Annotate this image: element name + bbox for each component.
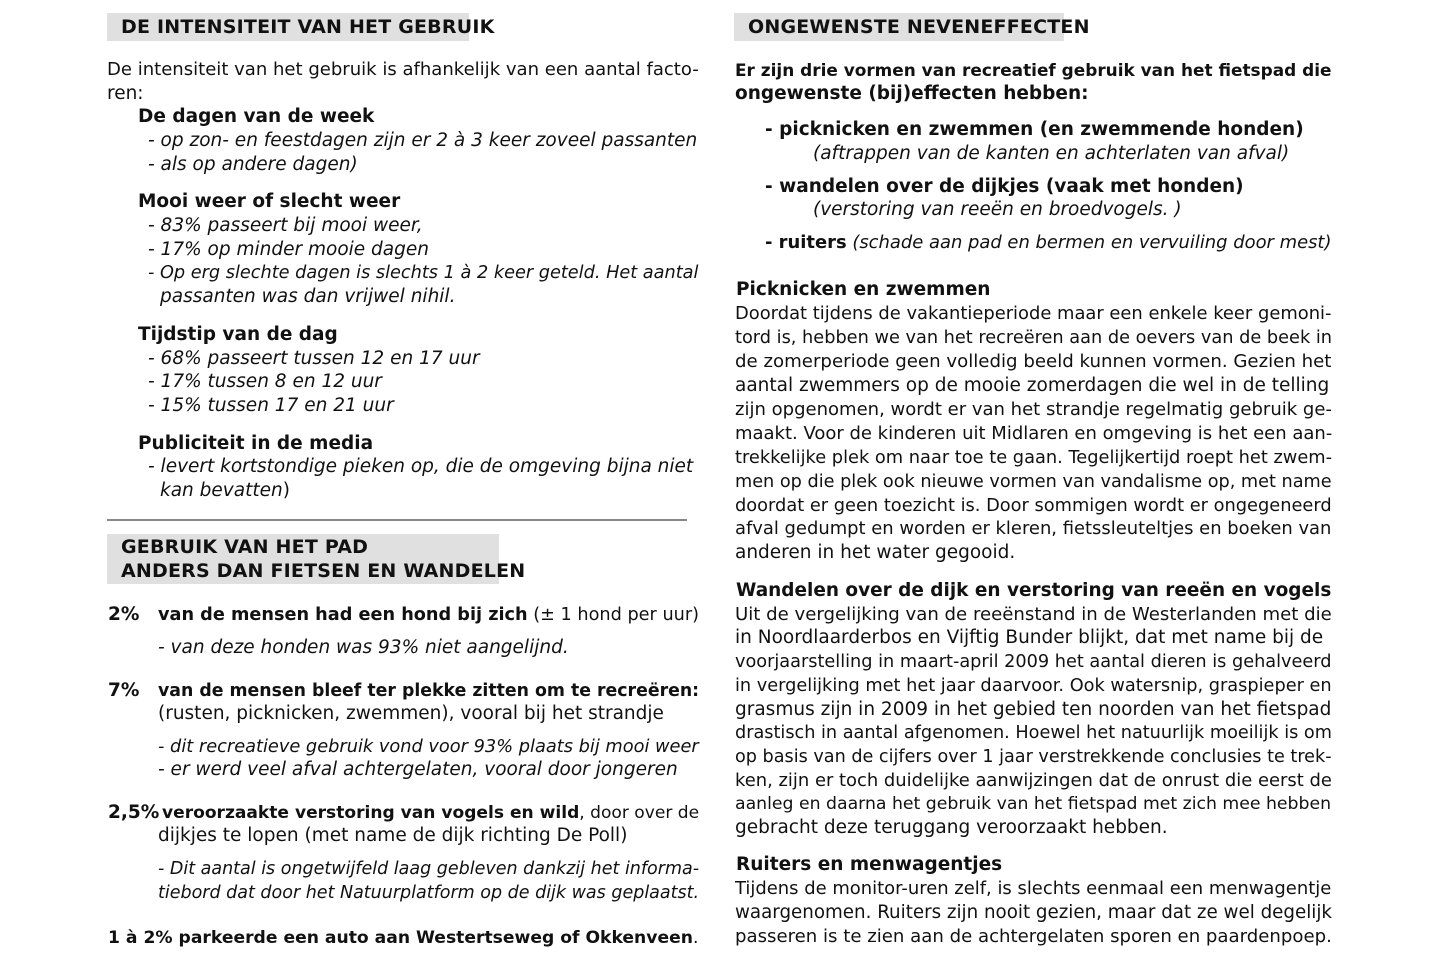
media-title: Publiciteit in de media bbox=[138, 433, 374, 454]
walking-line: op basis van de cijfers over 1 jaar verstrekkende conclusies te trek- bbox=[735, 747, 1332, 767]
riders-line: waargenomen. Ruiters zijn nooit gezien, maar dat ze wel degelijk bbox=[735, 902, 1332, 923]
picnic-line: zijn opgenomen, wordt er van het strandje regelmatig gebruik ge- bbox=[735, 399, 1332, 420]
dog-statement bbox=[158, 603, 699, 627]
media-item-last bbox=[160, 479, 290, 503]
days-item: - op zon- en feestdagen zijn er 2 à 3 keer zoveel passanten bbox=[148, 130, 698, 151]
intensity-intro-line: De intensiteit van het gebruik is afhankelijk van een aantal facto- bbox=[107, 59, 699, 80]
effect-title: - wandelen over de dijkjes (vaak met honden) bbox=[765, 176, 1244, 197]
intensity-heading: DE INTENSITEIT VAN HET GEBRUIK bbox=[107, 13, 469, 41]
riders-line: Tijdens de monitor-uren zelf, is slechts eenmaal een menwagentje bbox=[735, 878, 1332, 899]
weather-item: - 17% op minder mooie dagen bbox=[148, 239, 429, 260]
side-effects-heading: ONGEWENSTE NEVENEFFECTEN bbox=[734, 13, 1064, 41]
weather-title: Mooi weer of slecht weer bbox=[138, 191, 401, 212]
media-item-tail: ) bbox=[282, 480, 290, 501]
time-item: - 17% tussen 8 en 12 uur bbox=[148, 371, 382, 392]
effect-title: - picknicken en zwemmen (en zwemmende honden) bbox=[765, 119, 1304, 140]
intensity-intro-line: ren: bbox=[107, 83, 144, 104]
effect-note: (verstoring van reeën en broedvogels. ) bbox=[813, 199, 1182, 220]
parking-statement-bold: 1 à 2% parkeerde een auto aan Westertseweg of Okkenveen bbox=[108, 928, 693, 948]
disturb-note: tiebord dat door het Natuurplatform op de dijk was geplaatst. bbox=[158, 883, 700, 903]
riders-line: passeren is te zien aan de achtergelaten sporen en paardenpoep. bbox=[735, 926, 1332, 947]
parking-statement-rest: . bbox=[692, 928, 699, 948]
walking-line: grasmus zijn in 2009 in het gebied ten noorden van het fietspad bbox=[735, 699, 1332, 720]
media-item-text: kan bevatten bbox=[160, 480, 283, 501]
dog-percentage: 2% bbox=[108, 604, 140, 625]
walking-title: Wandelen over de dijk en verstoring van reeën en vogels bbox=[736, 580, 1332, 601]
picnic-line: trekkelijke plek om naar toe te gaan. Tegelijkertijd roept het zwem- bbox=[735, 447, 1333, 468]
picnic-line: de zomerperiode geen volledig beeld kunnen vormen. Gezien het bbox=[735, 351, 1332, 372]
picnic-line: doordat er geen toezicht is. Door sommigen wordt er ongegeneerd bbox=[735, 495, 1332, 516]
section-divider bbox=[107, 519, 687, 521]
days-item: - als op andere dagen) bbox=[148, 154, 358, 175]
recreate-detail: (rusten, picknicken, zwemmen), vooral bij het strandje bbox=[158, 703, 664, 724]
disturb-percentage: 2,5% bbox=[108, 802, 160, 823]
usage-heading-line: GEBRUIK VAN HET PAD bbox=[121, 536, 369, 558]
dog-statement-rest: (± 1 hond per uur) bbox=[527, 605, 700, 625]
picnic-title: Picknicken en zwemmen bbox=[736, 279, 991, 300]
time-item: - 68% passeert tussen 12 en 17 uur bbox=[148, 348, 480, 369]
recreate-percentage: 7% bbox=[108, 680, 140, 701]
parking-statement bbox=[108, 926, 698, 950]
effect-riders bbox=[765, 231, 1331, 255]
time-item: - 15% tussen 17 en 21 uur bbox=[148, 395, 394, 416]
picnic-line: Doordat tijdens de vakantieperiode maar een enkele keer gemoni- bbox=[735, 303, 1332, 324]
dog-statement-bold: van de mensen had een hond bij zich bbox=[158, 605, 528, 625]
picnic-line: men op die plek ook nieuwe vormen van vandalisme op, met name bbox=[735, 472, 1332, 492]
walking-line: gebracht deze teruggang veroorzaakt hebben. bbox=[735, 817, 1168, 838]
picnic-line: tord is, hebben we van het recreëren aan de oevers van de beek in bbox=[735, 328, 1333, 348]
weather-item: - 83% passeert bij mooi weer, bbox=[148, 215, 423, 236]
disturb-statement-bold: veroorzaakte verstoring van vogels en wild bbox=[162, 803, 580, 823]
usage-heading bbox=[107, 534, 526, 584]
time-title: Tijdstip van de dag bbox=[138, 324, 338, 345]
walking-line: in vergelijking met het jaar daarvoor. Ook watersnip, graspieper en bbox=[735, 676, 1332, 696]
disturb-statement bbox=[162, 801, 699, 825]
usage-heading-line: ANDERS DAN FIETSEN EN WANDELEN bbox=[121, 560, 526, 582]
effect-note: (schade aan pad en bermen en vervuiling door mest) bbox=[846, 232, 1332, 253]
walking-line: in Noordlaarderbos en Vijftig Bunder blijkt, dat met name bij de bbox=[735, 627, 1324, 648]
effect-title: - ruiters bbox=[765, 232, 847, 253]
picnic-line: anderen in het water gegooid. bbox=[735, 542, 1016, 563]
picnic-line: aantal zwemmers op de mooie zomerdagen die wel in de telling bbox=[735, 375, 1330, 396]
media-item: - levert kortstondige pieken op, die de omgeving bijna niet bbox=[148, 456, 694, 477]
riders-title: Ruiters en menwagentjes bbox=[736, 854, 1003, 875]
disturb-detail: dijkjes te lopen (met name de dijk richting De Poll) bbox=[158, 825, 628, 846]
picnic-line: maakt. Voor de kinderen uit Midlaren en omgeving is het een aan- bbox=[735, 423, 1333, 444]
dog-note: - van deze honden was 93% niet aangelijnd. bbox=[158, 637, 569, 658]
walking-line: voorjaarstelling in maart-april 2009 het aantal dieren is gehalveerd bbox=[735, 652, 1332, 672]
side-effects-intro: Er zijn drie vormen van recreatief gebruik van het fietspad die bbox=[735, 60, 1332, 80]
walking-line: aanleg en daarna het gebruik van het fietspad met zich mee hebben bbox=[735, 794, 1332, 814]
effect-note: (aftrappen van de kanten en achterlaten van afval) bbox=[813, 143, 1290, 164]
disturb-note: - Dit aantal is ongetwijfeld laag gebleven dankzij het informa- bbox=[158, 859, 700, 879]
weather-item: - Op erg slechte dagen is slechts 1 à 2 keer geteld. Het aantal bbox=[148, 263, 699, 283]
disturb-statement-rest: , door over de bbox=[579, 803, 700, 823]
recreate-note: - dit recreatieve gebruik vond voor 93% plaats bij mooi weer bbox=[158, 736, 699, 757]
weather-item: passanten was dan vrijwel nihil. bbox=[160, 286, 456, 307]
recreate-statement: van de mensen bleef ter plekke zitten om te recreëren: bbox=[158, 681, 700, 701]
picnic-line: afval gedumpt en worden er kleren, fietssleuteltjes en boeken van bbox=[735, 518, 1332, 539]
walking-line: ken, zijn er toch duidelijke aanwijzingen dat de onrust die eerst de bbox=[735, 770, 1332, 791]
walking-line: drastisch in aantal afgenomen. Hoewel het natuurlijk moeilijk is om bbox=[735, 723, 1332, 743]
walking-line: Uit de vergelijking van de reeënstand in de Westerlanden met die bbox=[735, 604, 1332, 625]
days-title: De dagen van de week bbox=[138, 106, 375, 127]
recreate-note: - er werd veel afval achtergelaten, vooral door jongeren bbox=[158, 759, 678, 780]
side-effects-intro: ongewenste (bij)effecten hebben: bbox=[735, 83, 1089, 104]
